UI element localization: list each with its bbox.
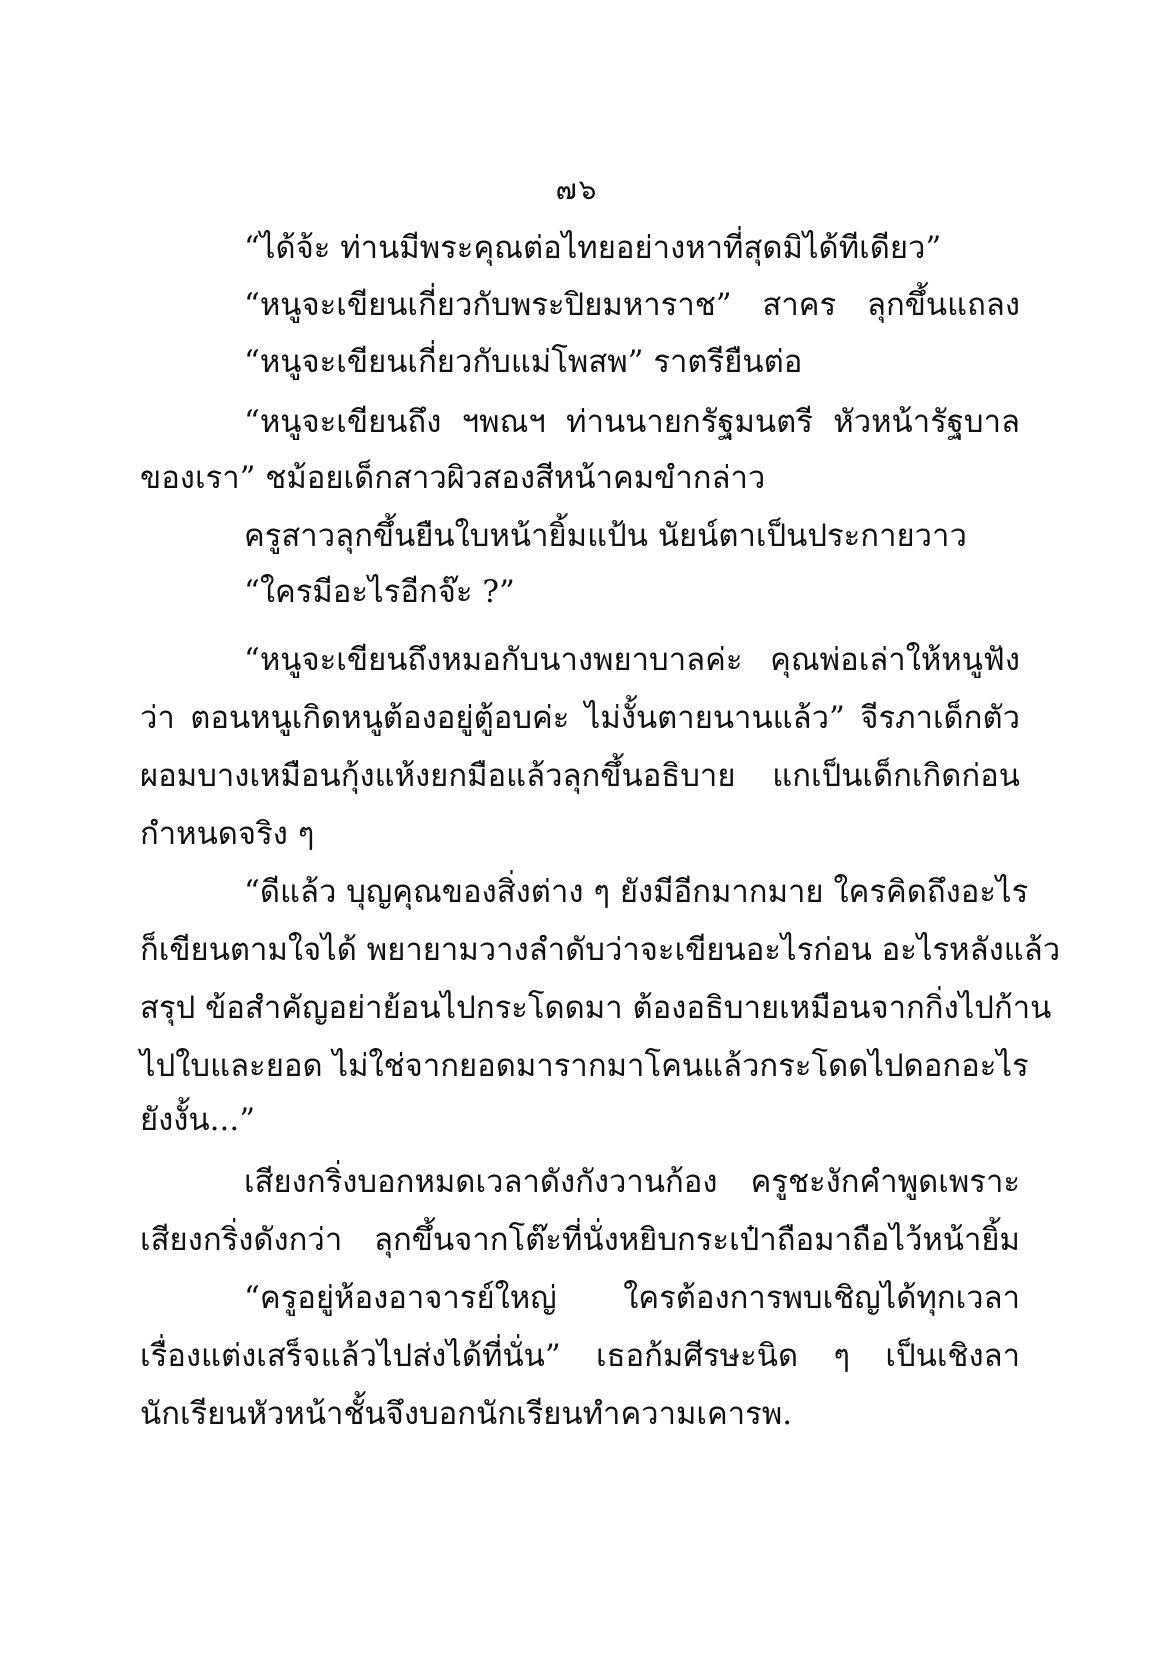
text-line: ไปใบและยอด ไม่ใช่จากยอดมารากมาโคนแล้วกระโดดไปดอกอะไร bbox=[140, 1048, 1029, 1084]
text-line: “หนูจะเขียนถึงหมอกับนางพยาบาลค่ะ คุณพ่อเล่าให้หนูฟัง bbox=[244, 642, 1020, 678]
text-line: กำหนดจริง ๆ bbox=[140, 816, 315, 852]
text-line: “ครูอยู่ห้องอาจารย์ใหญ่ ใครต้องการพบเชิญได้ทุกเวลา bbox=[244, 1280, 1020, 1316]
text-line: เสียงกริ่งดังกว่า ลุกขึ้นจากโต๊ะที่นั่งหยิบกระเป๋าถือมาถือไว้หน้ายิ้ม bbox=[140, 1222, 1020, 1258]
text-line: ครูสาวลุกขึ้นยืนใบหน้ายิ้มแป้น นัยน์ตาเป็นประกายวาว bbox=[244, 518, 967, 554]
text-line: “ได้จ้ะ ท่านมีพระคุณต่อไทยอย่างหาที่สุดมิได้ทีเดียว” bbox=[244, 230, 942, 266]
text-line: สรุป ข้อสำคัญอย่าย้อนไปกระโดดมา ต้องอธิบายเหมือนจากกิ่งไปก้าน bbox=[140, 990, 1052, 1026]
text-line: “หนูจะเขียนถึง ฯพณฯ ท่านนายกรัฐมนตรี หัวหน้ารัฐบาล bbox=[244, 404, 1020, 440]
text-line: “หนูจะเขียนเกี่ยวกับพระปิยมหาราช” สาคร ลุกขึ้นแถลง bbox=[244, 287, 1020, 323]
text-line: ผอมบางเหมือนกุ้งแห้งยกมือแล้วลุกขึ้นอธิบาย แกเป็นเด็กเกิดก่อน bbox=[140, 758, 1020, 794]
text-line: เรื่องแต่งเสร็จแล้วไปส่งได้ที่นั่น” เธอก้มศีรษะนิด ๆ เป็นเชิงลา bbox=[140, 1338, 1020, 1374]
text-line: ยังงั้น...” bbox=[140, 1102, 256, 1138]
text-line: เสียงกริ่งบอกหมดเวลาดังกังวานก้อง ครูชะงักคำพูดเพราะ bbox=[244, 1164, 1020, 1200]
page-number: ๗๖ bbox=[555, 173, 599, 206]
text-line: ของเรา” ชม้อยเด็กสาวผิวสองสีหน้าคมขำกล่าว bbox=[140, 460, 766, 496]
text-line: นักเรียนหัวหน้าชั้นจึงบอกนักเรียนทำความเคารพ. bbox=[140, 1396, 793, 1432]
text-line: ก็เขียนตามใจได้ พยายามวางลำดับว่าจะเขียนอะไรก่อน อะไรหลังแล้ว bbox=[140, 932, 1061, 968]
text-line: “หนูจะเขียนเกี่ยวกับแม่โพสพ” ราตรียืนต่อ bbox=[244, 344, 803, 380]
text-line: ว่า ตอนหนูเกิดหนูต้องอยู่ตู้อบค่ะ ไม่งั้นตายนานแล้ว” จีรภาเด็กตัว bbox=[140, 700, 1020, 736]
text-line: “ใครมีอะไรอีกจ๊ะ ?” bbox=[244, 574, 515, 610]
text-line: “ดีแล้ว บุญคุณของสิ่งต่าง ๆ ยังมีอีกมากมาย ใครคิดถึงอะไร bbox=[244, 874, 1029, 910]
